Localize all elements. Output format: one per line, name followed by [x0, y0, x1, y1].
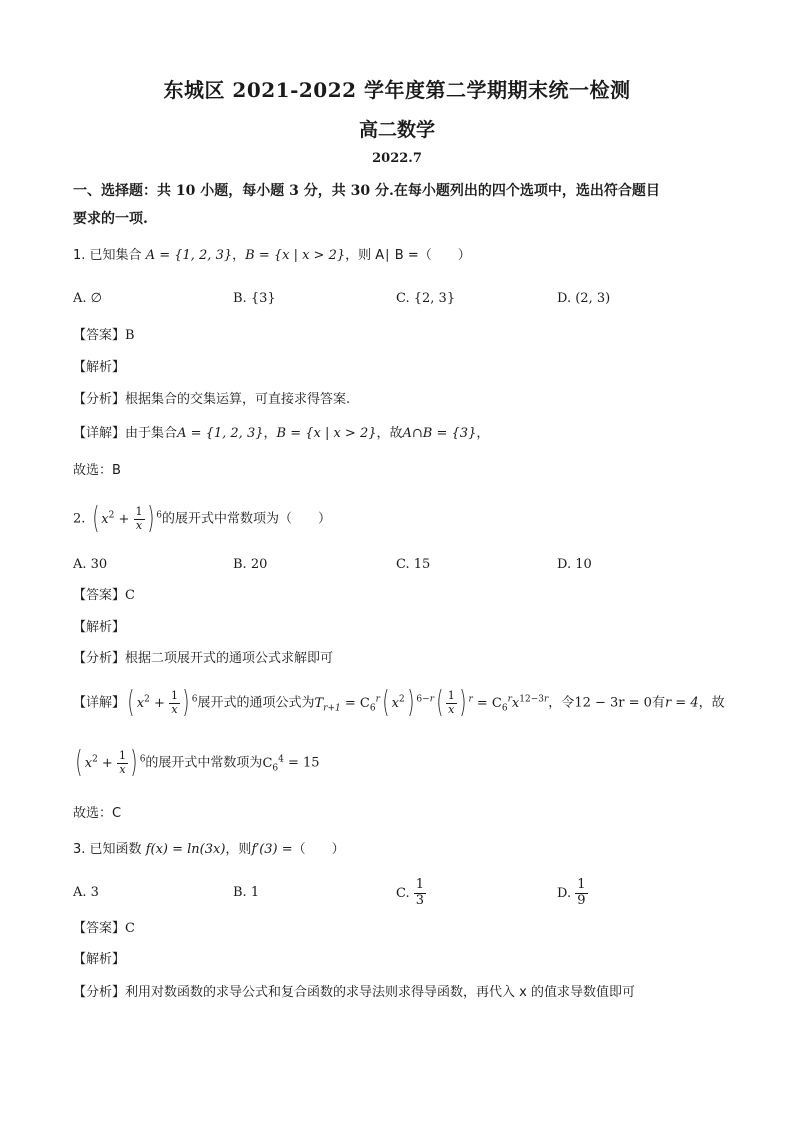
q3-option-a: A. 3 [73, 885, 99, 900]
q1-stem [73, 248, 471, 265]
q2-detail-eq: 12 − 3r = 0 [574, 695, 652, 711]
q2-combination: $C_6^4$ [262, 754, 284, 774]
q1-option-a: A. ∅ [73, 291, 102, 306]
q2-option-c: C. 15 [396, 557, 431, 572]
answer-label: 答案 [86, 588, 113, 603]
q3-option-d-num: 1 [577, 877, 586, 892]
q2-detail-r: r = 4 [664, 695, 699, 711]
q2-stem-suffix: 的展开式中常数项为（ ） [161, 511, 331, 527]
q1-sep: ， [232, 248, 246, 263]
q2-line2-mid: 的展开式中常数项为 [145, 755, 263, 771]
section-heading-line2: 要求的一项. [73, 211, 148, 227]
q1-detail-end: ， [476, 426, 490, 441]
q3-stem-prefix: 3. 已知函数 [73, 842, 142, 857]
q1-detail-row: 【详解】由于集合A = {1, 2, 3}，B = {x | x > 2}，故A∩B = {3}， [73, 426, 490, 441]
q3-stem [73, 842, 345, 859]
q3-stem-suffix: （ ） [292, 842, 345, 857]
q2-num: 2. [73, 511, 86, 527]
q2-detail-row: 【详解】( $x^2$ + $\frac{1}{x}$ ) $^6$展开式的通项公式为$T_{r+1} = C_6^r$( $x^2$) $^{6-r}$( $\frac{1}{x}$ ) $^r = C_6^rx^{12-3r}$，令12 − 3r = 0有r = 4，故 [73, 685, 725, 720]
q2-analysis-row: 【解析】 [73, 620, 126, 635]
q3-option-d [557, 878, 588, 909]
fenxi-label: 分析 [86, 985, 113, 1000]
fenxi-label: 分析 [86, 651, 113, 666]
q2-option-d: D. 10 [557, 557, 592, 572]
page-subtitle: 高二数学 [358, 119, 435, 141]
q1-answer-row: 【答案】B [73, 328, 135, 343]
q2-option-a: A. 30 [73, 557, 108, 572]
q1-stem-prefix: 1. 已知集合 [73, 248, 142, 263]
q3-option-d-label: D. [557, 885, 572, 901]
q3-answer: C [125, 921, 135, 936]
q3-option-b: B. 1 [233, 885, 260, 900]
q1-option-d: D. (2, 3) [557, 291, 611, 306]
q3-option-c-den: 3 [415, 892, 425, 908]
q1-set-a: A = {1, 2, 3} [145, 248, 233, 263]
q1-detail-a: A = {1, 2, 3} [177, 426, 264, 441]
q1-fenxi-row: 【分析】根据集合的交集运算，可直接求得答案. [73, 392, 351, 407]
q3-stem-mid: ，则 [225, 842, 252, 857]
q2-line2-val: = 15 [288, 755, 320, 771]
analysis-label: 解析 [86, 952, 113, 967]
q1-stem-suffix: ，则 A∣ B =（ ） [345, 248, 471, 263]
q1-analysis-row: 【解析】 [73, 360, 126, 375]
q2-answer: C [125, 588, 135, 603]
q3-fenxi: 利用对数函数的求导公式和复合函数的求导法则求得导函数，再代入 x 的值求导数值即可 [125, 985, 636, 1000]
q2-answer-row: 【答案】C [73, 588, 135, 603]
q1-fenxi: 根据集合的交集运算，可直接求得答案. [125, 392, 351, 407]
exam-date: 2022.7 [372, 151, 422, 166]
q2-stem [73, 501, 331, 536]
q2-fenxi: 根据二项展开式的通项公式求解即可 [125, 651, 334, 666]
q3-fenxi-row: 【分析】利用对数函数的求导公式和复合函数的求导法则求得导函数，再代入 x 的值求导数值即可 [73, 985, 636, 1000]
q3-option-c [396, 878, 426, 909]
q2-line2-binomial: ( $x^2$ + $\frac{1}{x}$ ) $^6$ [75, 745, 146, 780]
fenxi-label: 分析 [86, 392, 113, 407]
analysis-label: 解析 [86, 360, 113, 375]
q2-detail-gu: ，故 [698, 695, 725, 711]
q2-option-b: B. 20 [233, 557, 268, 572]
q3-function: f(x) = ln(3x) [145, 842, 226, 857]
q1-detail-c: A∩B = {3} [402, 426, 477, 441]
page-title: 东城区 2021-2022 学年度第二学期期末统一检测 [163, 78, 631, 102]
analysis-label: 解析 [86, 620, 113, 635]
q1-option-c: C. {2, 3} [396, 291, 456, 306]
q3-derivative: f′(3) = [251, 842, 293, 857]
q2-detail-tail: ，令 [548, 695, 575, 711]
section-heading-line1: 一、选择题：共 10 小题，每小题 3 分，共 30 分.在每小题列出的四个选项中，选出符合题目 [73, 183, 660, 199]
q3-option-c-label: C. [396, 885, 410, 901]
q3-option-d-den: 9 [577, 892, 586, 908]
q1-choose: 故选：B [73, 463, 121, 478]
q2-general-term: $T_{r+1} = C_6^r$( $x^2$) $^{6-r}$( $\frac{1}{x}$ ) $^r = C_6^rx^{12-3r}$ [314, 685, 549, 720]
answer-label: 答案 [86, 921, 113, 936]
q1-detail-b: B = {x | x > 2} [276, 426, 377, 441]
q2-fenxi-row: 【分析】根据二项展开式的通项公式求解即可 [73, 651, 334, 666]
q3-analysis-row: 【解析】 [73, 952, 126, 967]
q2-detail-have: 有 [651, 695, 665, 711]
q1-answer: B [125, 328, 135, 343]
q2-binomial: ( $x^2$ + $\frac{1}{x}$ ) $^6$ [91, 501, 162, 536]
q1-option-b: B. {3} [233, 291, 276, 306]
q2-detail-binomial: ( $x^2$ + $\frac{1}{x}$ ) $^6$ [127, 685, 198, 720]
q1-detail-prefix: 由于集合 [125, 426, 178, 441]
q3-answer-row: 【答案】C [73, 921, 135, 936]
detail-label: 详解 [86, 695, 113, 711]
q2-detail-mid: 展开式的通项公式为 [197, 695, 315, 711]
detail-label: 详解 [86, 426, 113, 441]
q3-option-c-num: 1 [415, 877, 425, 892]
q1-detail-mid: ，故 [376, 426, 403, 441]
q2-detail-line2 [73, 745, 320, 780]
q1-detail-sep: ， [263, 426, 277, 441]
q2-choose: 故选：C [73, 806, 122, 821]
q1-set-b: B = {x | x > 2} [245, 248, 346, 263]
answer-label: 答案 [86, 328, 113, 343]
